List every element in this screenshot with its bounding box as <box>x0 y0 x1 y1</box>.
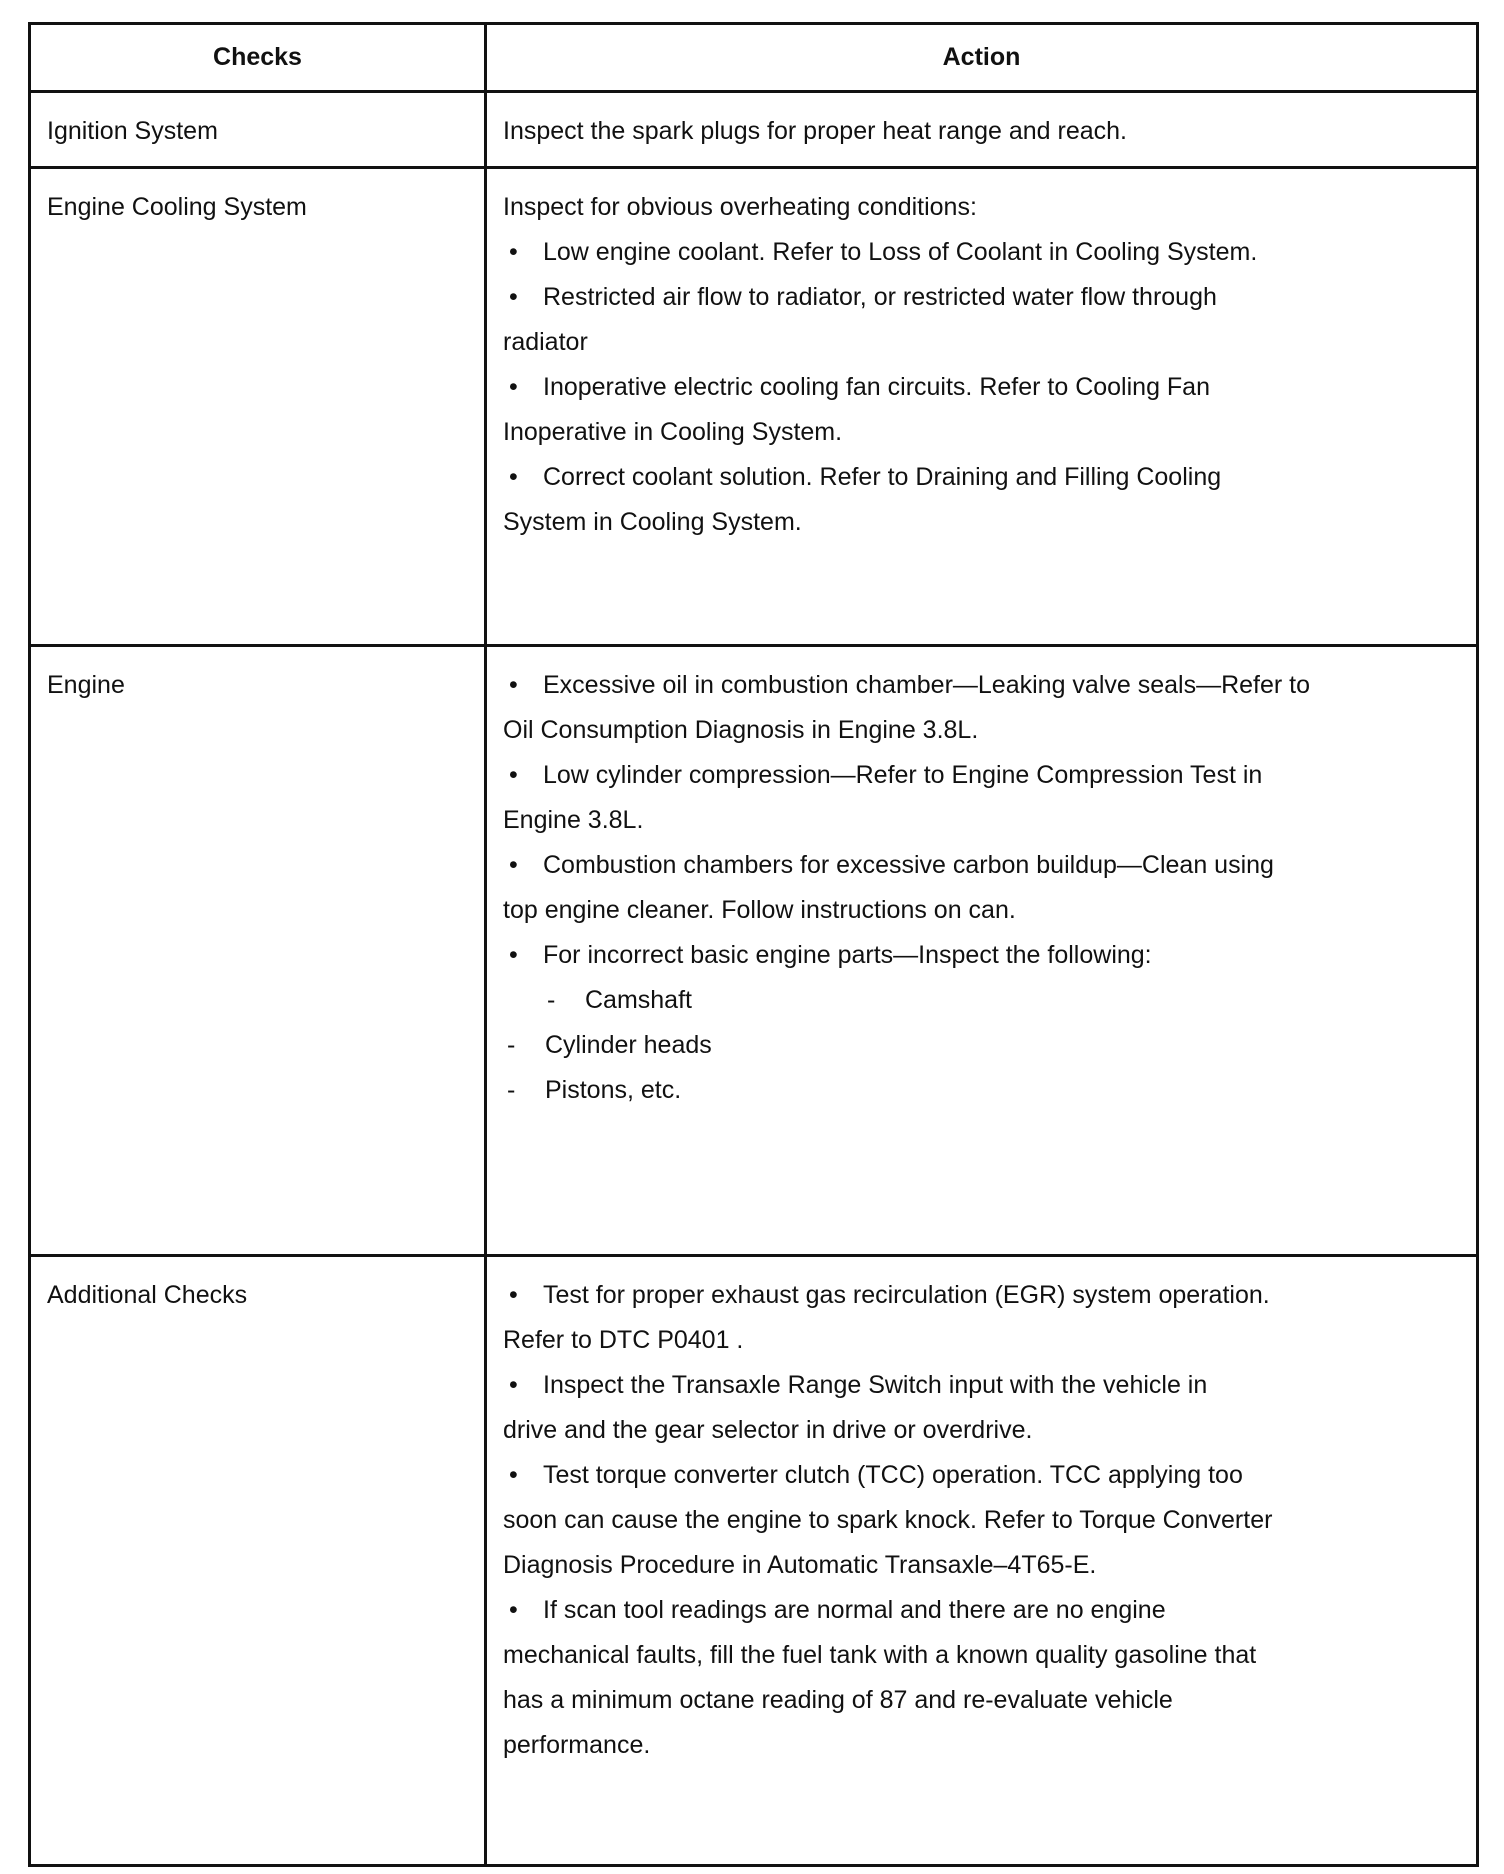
bullet-item <box>503 1273 1462 1318</box>
bullet-item <box>503 1453 1462 1498</box>
action-line: Inoperative in Cooling System. <box>503 418 843 446</box>
bullet-item <box>503 1363 1462 1408</box>
bullet-marker: • <box>509 1281 518 1309</box>
bullet-text: For incorrect basic engine parts—Inspect the following: <box>543 941 1152 969</box>
diagnostic-checks-table <box>28 22 1479 1867</box>
bullet-item <box>503 230 1462 275</box>
action-line: drive and the gear selector in drive or overdrive. <box>503 1416 1033 1444</box>
dash-marker: - <box>547 986 556 1014</box>
action-cell <box>486 646 1478 1256</box>
table-row-additional-checks <box>30 1256 1478 1866</box>
table-row-engine-cooling-system <box>30 168 1478 646</box>
bullet-text: Excessive oil in combustion chamber—Leaking valve seals—Refer to <box>543 671 1311 699</box>
bullet-marker: • <box>509 671 518 699</box>
bullet-item <box>503 275 1462 320</box>
check-cell: Ignition System <box>30 92 486 168</box>
bullet-marker: • <box>509 463 518 491</box>
action-line: Refer to DTC P0401 . <box>503 1326 744 1354</box>
dash-marker: - <box>507 1076 516 1104</box>
action-line: Inspect for obvious overheating conditions: <box>503 193 977 221</box>
bullet-text: Inoperative electric cooling fan circuits. Refer to Cooling Fan <box>543 373 1210 401</box>
sub-item <box>503 978 1462 1023</box>
sub-item <box>503 1068 1462 1113</box>
bullet-text: If scan tool readings are normal and there are no engine <box>543 1596 1166 1624</box>
bullet-item <box>503 365 1462 410</box>
bullet-marker: • <box>509 283 518 311</box>
action-cell <box>486 168 1478 646</box>
check-cell: Engine Cooling System <box>30 168 486 646</box>
action-line: mechanical faults, fill the fuel tank with a known quality gasoline that <box>503 1641 1257 1669</box>
check-cell: Engine <box>30 646 486 1256</box>
table-row-ignition-system <box>30 92 1478 168</box>
sub-item-text: Camshaft <box>585 986 692 1014</box>
sub-item-text: Pistons, etc. <box>545 1076 682 1104</box>
bullet-marker: • <box>509 1596 518 1624</box>
header-action: Action <box>486 24 1478 92</box>
bullet-text: Inspect the Transaxle Range Switch input with the vehicle in <box>543 1371 1208 1399</box>
bullet-marker: • <box>509 1371 518 1399</box>
check-cell: Additional Checks <box>30 1256 486 1866</box>
bullet-item <box>503 843 1462 888</box>
action-line: soon can cause the engine to spark knock. Refer to Torque Converter <box>503 1506 1273 1534</box>
action-line: Inspect the spark plugs for proper heat range and reach. <box>503 117 1127 145</box>
action-line: top engine cleaner. Follow instructions on can. <box>503 896 1016 924</box>
sub-item-text: Cylinder heads <box>545 1031 712 1059</box>
bullet-text: Test torque converter clutch (TCC) operation. TCC applying too <box>543 1461 1243 1489</box>
bullet-marker: • <box>509 1461 518 1489</box>
dash-marker: - <box>507 1031 516 1059</box>
bullet-text: Correct coolant solution. Refer to Draining and Filling Cooling <box>543 463 1222 491</box>
bullet-marker: • <box>509 941 518 969</box>
action-line: Diagnosis Procedure in Automatic Transaxle–4T65-E. <box>503 1551 1097 1579</box>
bullet-text: Low cylinder compression—Refer to Engine Compression Test in <box>543 761 1263 789</box>
sub-item <box>503 1023 1462 1068</box>
table-row-engine <box>30 646 1478 1256</box>
action-line: has a minimum octane reading of 87 and re-evaluate vehicle <box>503 1686 1173 1714</box>
action-line: radiator <box>503 328 588 356</box>
action-line: System in Cooling System. <box>503 508 802 536</box>
action-cell <box>486 1256 1478 1866</box>
action-cell <box>486 92 1478 168</box>
table-header-row <box>30 24 1478 92</box>
bullet-text: Test for proper exhaust gas recirculation (EGR) system operation. <box>543 1281 1270 1309</box>
bullet-marker: • <box>509 761 518 789</box>
bullet-text: Restricted air flow to radiator, or restricted water flow through <box>543 283 1217 311</box>
bullet-item <box>503 933 1462 978</box>
action-line: Engine 3.8L. <box>503 806 644 834</box>
header-checks: Checks <box>30 24 486 92</box>
action-line: performance. <box>503 1731 651 1759</box>
bullet-text: Low engine coolant. Refer to Loss of Coolant in Cooling System. <box>543 238 1258 266</box>
action-line: Oil Consumption Diagnosis in Engine 3.8L. <box>503 716 979 744</box>
bullet-marker: • <box>509 373 518 401</box>
bullet-item <box>503 455 1462 500</box>
bullet-item <box>503 1588 1462 1633</box>
bullet-marker: • <box>509 238 518 266</box>
bullet-item <box>503 753 1462 798</box>
bullet-marker: • <box>509 851 518 879</box>
bullet-item <box>503 663 1462 708</box>
bullet-text: Combustion chambers for excessive carbon buildup—Clean using <box>543 851 1274 879</box>
